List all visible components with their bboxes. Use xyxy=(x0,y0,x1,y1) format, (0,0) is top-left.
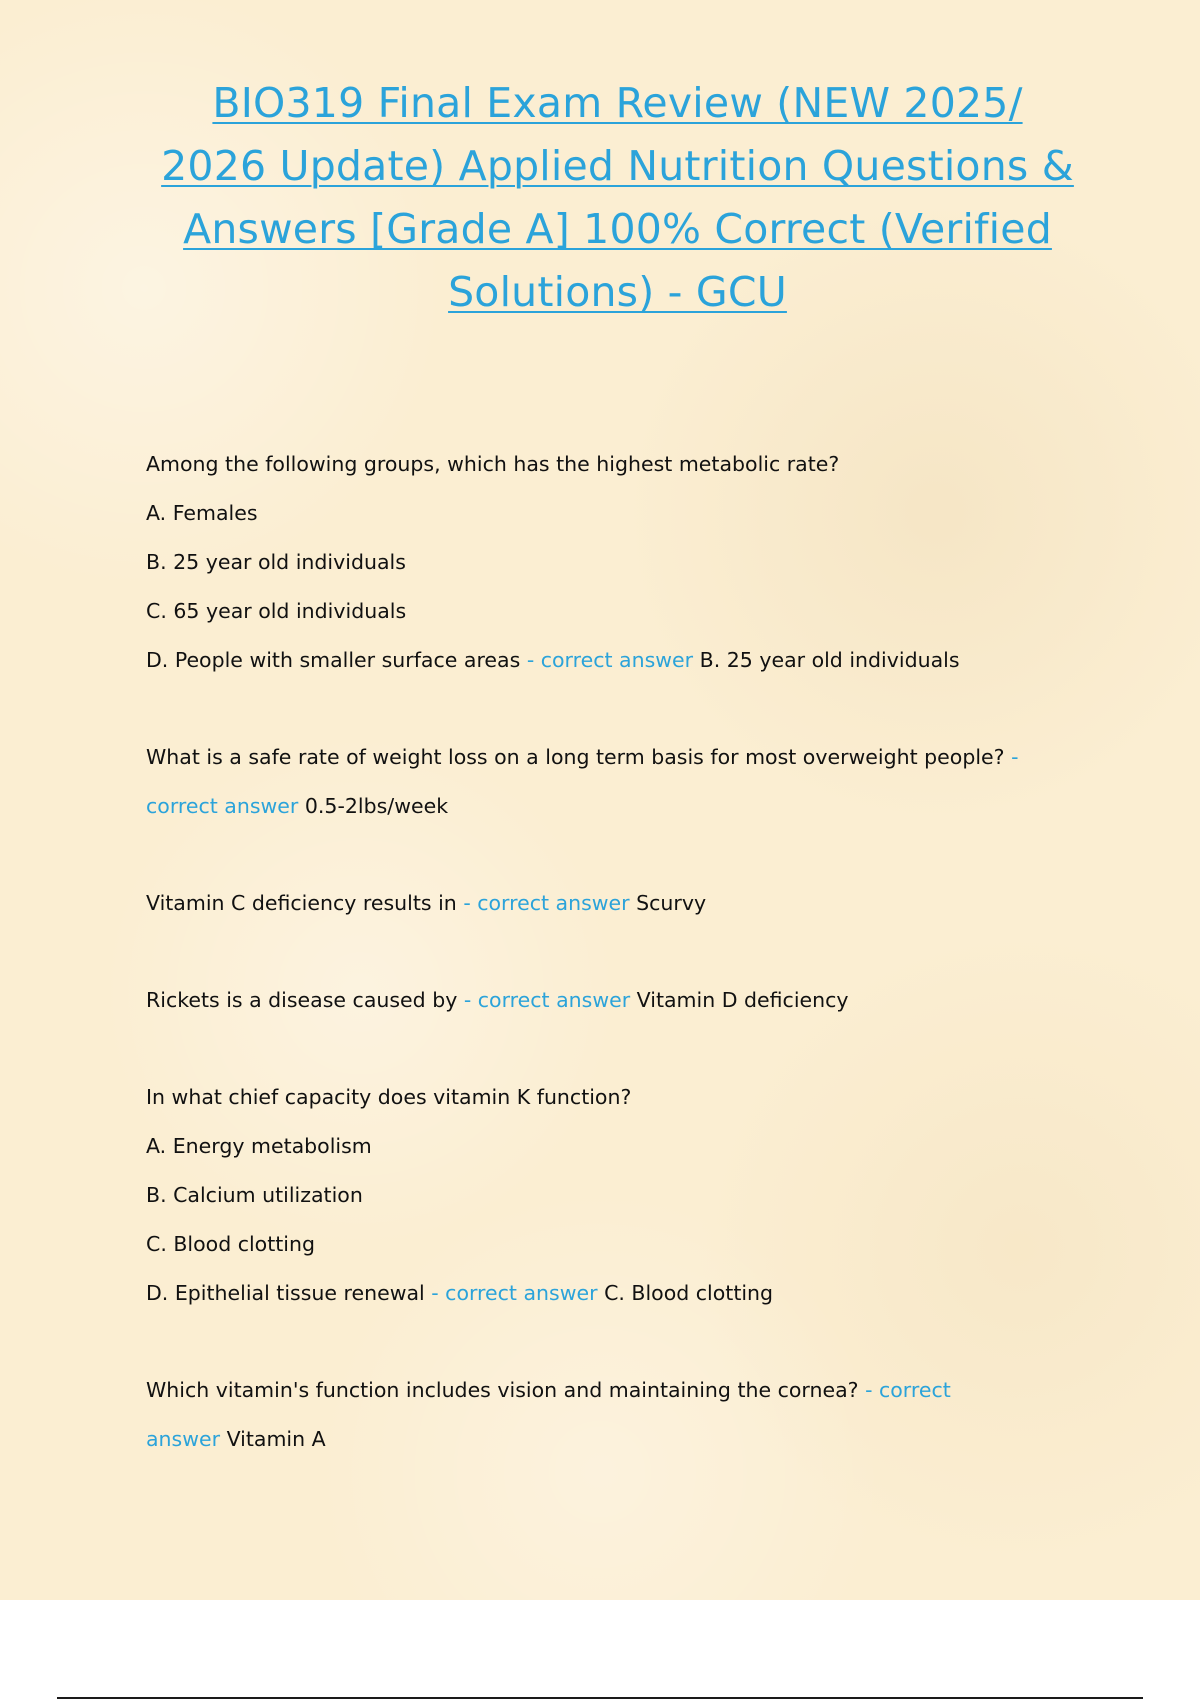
qa-item-metabolic-rate xyxy=(146,440,1096,685)
question-line xyxy=(146,976,1096,1025)
option-c: C. Blood clotting xyxy=(146,1232,316,1256)
question-line xyxy=(146,879,1096,928)
answer-text: C. Blood clotting xyxy=(604,1281,774,1305)
title-line-2[interactable]: 2026 Update) Applied Nutrition Questions & xyxy=(161,142,1074,190)
question-text: In what chief capacity does vitamin K function? xyxy=(146,1085,632,1109)
qa-item-vitamin-a xyxy=(146,1366,1096,1464)
document-title xyxy=(120,72,1115,324)
qa-item-weight-loss xyxy=(146,733,1096,831)
correct-answer-label: - correct answer xyxy=(463,891,630,915)
answer-text: 0.5-2lbs/week xyxy=(304,794,449,818)
qa-item-rickets xyxy=(146,976,1096,1025)
answer-text: Scurvy xyxy=(636,891,707,915)
correct-answer-label-part: - correct xyxy=(865,1378,951,1402)
option-a: A. Energy metabolism xyxy=(146,1134,372,1158)
answer-text: Vitamin D deficiency xyxy=(636,988,849,1012)
option-b: B. Calcium utilization xyxy=(146,1183,363,1207)
spacer xyxy=(146,928,1096,976)
question-text: Among the following groups, which has the highest metabolic rate? xyxy=(146,452,840,476)
spacer xyxy=(146,1318,1096,1366)
answer-text: Vitamin A xyxy=(226,1427,326,1451)
spacer xyxy=(146,831,1096,879)
title-line-3[interactable]: Answers [Grade A] 100% Correct (Verified xyxy=(183,205,1052,253)
correct-answer-label: answer xyxy=(146,1427,221,1451)
option-d: D. People with smaller surface areas xyxy=(146,648,521,672)
spacer xyxy=(146,685,1096,733)
answer-text: B. 25 year old individuals xyxy=(699,648,960,672)
question-line xyxy=(146,733,1096,782)
correct-answer-label-part: - xyxy=(1011,745,1019,769)
question-line xyxy=(146,1366,1096,1415)
question-text: Rickets is a disease caused by xyxy=(146,988,458,1012)
title-line-4[interactable]: Solutions) - GCU xyxy=(448,268,787,316)
question-text: What is a safe rate of weight loss on a long term basis for most overweight people? xyxy=(146,745,1005,769)
option-b: B. 25 year old individuals xyxy=(146,550,406,574)
option-d-with-answer xyxy=(146,1269,1096,1318)
qa-item-vitamin-c xyxy=(146,879,1096,928)
answer-line xyxy=(146,782,1096,831)
answer-line xyxy=(146,1415,1096,1464)
option-c: C. 65 year old individuals xyxy=(146,599,407,623)
qa-list xyxy=(146,440,1096,1464)
spacer xyxy=(146,1025,1096,1073)
correct-answer-label: - correct answer xyxy=(463,988,631,1012)
question-text: Vitamin C deficiency results in xyxy=(146,891,457,915)
footer-divider xyxy=(57,1697,1143,1699)
correct-answer-label: correct answer xyxy=(146,794,299,818)
option-a: A. Females xyxy=(146,501,258,525)
correct-answer-label: - correct answer xyxy=(526,648,694,672)
question-text: Which vitamin's function includes vision and maintaining the cornea? xyxy=(146,1378,859,1402)
option-d: D. Epithelial tissue renewal xyxy=(146,1281,425,1305)
correct-answer-label: - correct answer xyxy=(431,1281,598,1305)
option-d-with-answer xyxy=(146,636,1096,685)
title-line-1[interactable]: BIO319 Final Exam Review (NEW 2025/ xyxy=(212,79,1023,127)
qa-item-vitamin-k xyxy=(146,1073,1096,1318)
